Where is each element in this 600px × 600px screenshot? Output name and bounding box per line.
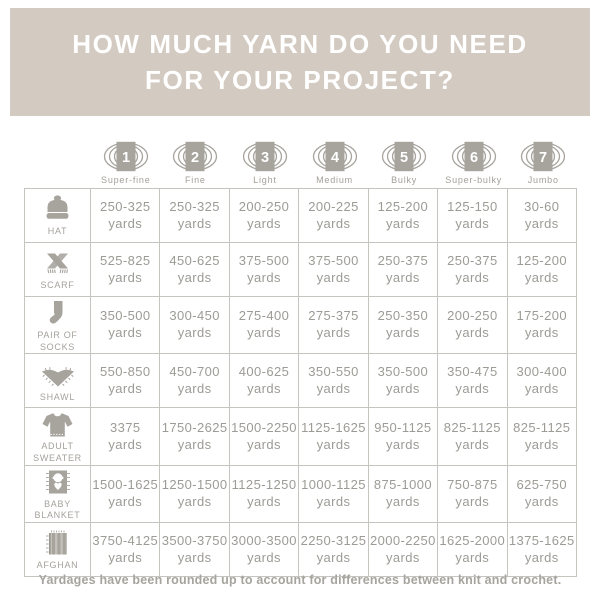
page-title-line1: HOW MUCH YARN DO YOU NEED	[72, 28, 528, 59]
yardage-cell	[91, 354, 160, 408]
yardage-unit: yards	[386, 380, 420, 396]
yardage-range: 250-325	[169, 198, 220, 214]
yardage-unit: yards	[316, 436, 351, 452]
yardage-cell	[229, 354, 298, 408]
yardage-range: 1125-1250	[231, 477, 297, 493]
yardage-cell	[160, 465, 229, 522]
yardage-cell	[91, 243, 160, 297]
yardage-unit: yards	[108, 325, 143, 341]
yarn-weight-6	[439, 131, 509, 185]
svg-text:7: 7	[539, 150, 548, 166]
project-cell	[25, 408, 91, 465]
table-row	[25, 523, 577, 577]
yardage-range: 950-1125	[374, 419, 432, 435]
yardage-range: 125-200	[516, 252, 568, 268]
svg-text:5: 5	[400, 150, 409, 166]
yarn-skein-icon	[242, 141, 288, 173]
yardage-cell	[438, 243, 507, 297]
yardage-range: 1000-1125	[301, 477, 366, 493]
yardage-cell	[229, 243, 298, 297]
svg-text:1: 1	[121, 150, 130, 166]
yardage-range: 275-375	[308, 308, 359, 324]
yardage-unit: yards	[247, 325, 281, 341]
yardage-cell	[507, 523, 576, 577]
yardage-cell	[507, 297, 576, 354]
yardage-cell	[368, 243, 437, 297]
yardage-cell	[91, 189, 160, 243]
yardage-unit: yards	[524, 549, 559, 565]
yarn-weight-7	[508, 131, 578, 185]
yardage-cell	[91, 408, 160, 465]
yardage-cell	[160, 189, 229, 243]
table-row	[25, 408, 577, 465]
yardage-unit: yards	[386, 269, 420, 285]
yardage-unit: yards	[247, 493, 281, 509]
yardage-cell	[160, 243, 229, 297]
yardage-unit: yards	[386, 325, 420, 341]
yarn-skein-icon	[172, 141, 218, 173]
table-row	[25, 189, 577, 243]
table-row	[25, 465, 577, 522]
yardage-cell	[299, 243, 368, 297]
yardage-unit: yards	[316, 380, 351, 396]
yardage-cell	[299, 523, 368, 577]
yardage-cell	[229, 297, 298, 354]
project-cell	[25, 523, 91, 577]
yardage-cell	[91, 523, 160, 577]
yardage-unit: yards	[455, 215, 490, 231]
yardage-range: 300-450	[169, 308, 220, 324]
yardage-cell	[368, 408, 437, 465]
yardage-unit: yards	[524, 325, 559, 341]
yardage-cell	[91, 297, 160, 354]
yardage-range: 825-1125	[443, 419, 501, 435]
yardage-range: 1125-1625	[301, 419, 366, 435]
yardage-table	[24, 188, 577, 577]
yardage-range: 30-60	[524, 198, 560, 214]
yardage-unit: yards	[455, 436, 490, 452]
yardage-cell	[368, 189, 437, 243]
yardage-range: 275-400	[238, 308, 290, 324]
yardage-range: 375-500	[308, 252, 359, 268]
yardage-unit: yards	[524, 269, 559, 285]
yardage-cell	[368, 297, 437, 354]
yardage-range: 3750-4125	[92, 532, 159, 548]
yardage-cell	[438, 189, 507, 243]
yardage-range: 375-500	[238, 252, 290, 268]
yardage-range: 350-550	[308, 363, 359, 379]
yarn-weight-4	[300, 131, 370, 185]
yardage-range: 450-700	[169, 363, 220, 379]
yardage-cell	[368, 523, 437, 577]
yardage-unit: yards	[455, 549, 490, 565]
yarn-weight-5	[369, 131, 439, 185]
baby-blanket-icon	[25, 466, 90, 496]
svg-text:2: 2	[191, 150, 200, 166]
yardage-cell	[507, 354, 576, 408]
yarn-weight-label: Light	[253, 175, 277, 185]
yardage-range: 825-1125	[513, 419, 571, 435]
yardage-unit: yards	[177, 380, 212, 396]
yarn-weight-1	[91, 131, 161, 185]
yardage-range: 350-500	[377, 363, 429, 379]
yardage-unit: yards	[316, 325, 351, 341]
yarn-weight-label: Fine	[185, 175, 206, 185]
yardage-unit: yards	[455, 269, 490, 285]
yardage-range: 2000-2250	[370, 532, 436, 548]
yardage-cell	[160, 354, 229, 408]
project-label: HAT	[47, 226, 68, 237]
yardage-unit: yards	[247, 215, 281, 231]
yardage-cell	[368, 465, 437, 522]
yardage-range: 550-850	[99, 363, 151, 379]
yardage-range: 350-475	[447, 363, 498, 379]
yarn-skein-icon	[520, 141, 566, 173]
yardage-unit: yards	[524, 436, 559, 452]
yardage-range: 200-250	[238, 198, 290, 214]
sweater-icon	[25, 408, 90, 438]
yardage-cell	[299, 297, 368, 354]
yardage-unit: yards	[455, 325, 490, 341]
yardage-cell	[438, 523, 507, 577]
project-label: SCARF	[40, 280, 75, 291]
hat-icon	[25, 193, 90, 223]
yardage-cell	[229, 523, 298, 577]
yardage-unit: yards	[108, 436, 143, 452]
yarn-weight-label: Bulky	[391, 175, 418, 185]
yarn-skein-icon	[103, 141, 149, 173]
yardage-range: 250-350	[377, 308, 429, 324]
project-label: ADULT SWEATER	[33, 441, 82, 464]
svg-text:4: 4	[330, 150, 339, 166]
yardage-range: 875-1000	[373, 477, 432, 493]
yardage-cell	[507, 243, 576, 297]
yardage-range: 250-375	[377, 252, 429, 268]
yardage-cell	[299, 354, 368, 408]
yardage-range: 750-875	[447, 477, 498, 493]
yardage-cell	[438, 354, 507, 408]
yardage-unit: yards	[177, 215, 212, 231]
yardage-range: 400-625	[238, 363, 290, 379]
yardage-unit: yards	[247, 380, 281, 396]
yardage-range: 1500-1625	[92, 477, 159, 493]
yardage-unit: yards	[247, 549, 281, 565]
yarn-skein-icon	[381, 141, 427, 173]
yardage-cell	[229, 465, 298, 522]
yardage-cell	[299, 465, 368, 522]
yardage-unit: yards	[177, 269, 212, 285]
yarn-weight-2	[161, 131, 231, 185]
yardage-cell	[160, 523, 229, 577]
yardage-range: 200-250	[447, 308, 498, 324]
yardage-cell	[438, 408, 507, 465]
yardage-range: 3375	[109, 419, 141, 435]
table-row	[25, 354, 577, 408]
yardage-unit: yards	[177, 436, 212, 452]
page-title	[72, 26, 528, 99]
yardage-unit: yards	[108, 269, 143, 285]
yardage-cell	[438, 465, 507, 522]
yardage-range: 1750-2625	[161, 419, 228, 435]
yardage-range: 300-400	[516, 363, 568, 379]
yardage-unit: yards	[524, 215, 559, 231]
yardage-unit: yards	[177, 493, 212, 509]
yardage-range: 125-200	[377, 198, 429, 214]
yardage-unit: yards	[316, 215, 351, 231]
yardage-unit: yards	[316, 493, 351, 509]
yardage-range: 350-500	[99, 308, 151, 324]
yardage-unit: yards	[108, 549, 143, 565]
yardage-range: 3500-3750	[161, 532, 228, 548]
yardage-unit: yards	[108, 380, 143, 396]
yardage-unit: yards	[455, 493, 490, 509]
yardage-range: 1375-1625	[508, 532, 575, 548]
yardage-range: 125-150	[447, 198, 498, 214]
footnote: Yardages have been rounded up to account for differences between knit and crochet.	[38, 573, 562, 587]
yardage-unit: yards	[386, 436, 420, 452]
yardage-unit: yards	[386, 493, 420, 509]
project-cell	[25, 243, 91, 297]
shawl-icon	[25, 359, 90, 389]
yardage-cell	[299, 408, 368, 465]
header-banner	[10, 8, 590, 116]
yardage-cell	[507, 465, 576, 522]
yardage-range: 1250-1500	[161, 477, 228, 493]
yardage-cell	[229, 189, 298, 243]
project-cell	[25, 297, 91, 354]
yardage-cell	[160, 297, 229, 354]
yarn-weight-header-row	[91, 131, 578, 185]
svg-text:3: 3	[260, 150, 269, 166]
yardage-unit: yards	[386, 549, 420, 565]
table-row	[25, 243, 577, 297]
yardage-unit: yards	[524, 493, 559, 509]
table-row	[25, 297, 577, 354]
yardage-range: 2250-3125	[300, 532, 367, 548]
yarn-skein-icon	[312, 141, 358, 173]
yardage-range: 3000-3500	[231, 532, 297, 548]
svg-text:6: 6	[469, 150, 478, 166]
project-label: PAIR OF SOCKS	[37, 330, 78, 352]
yardage-cell	[507, 408, 576, 465]
yardage-range: 175-200	[516, 308, 568, 324]
yarn-weight-label: Jumbo	[527, 175, 559, 185]
yardage-range: 250-375	[447, 252, 498, 268]
yardage-cell	[507, 189, 576, 243]
yardage-range: 525-825	[99, 252, 151, 268]
yardage-range: 250-325	[99, 198, 151, 214]
yardage-unit: yards	[177, 549, 212, 565]
yardage-cell	[438, 297, 507, 354]
yardage-unit: yards	[108, 493, 143, 509]
afghan-icon	[25, 527, 90, 557]
yarn-weight-3	[230, 131, 300, 185]
sock-icon	[25, 297, 90, 327]
yardage-cell	[91, 465, 160, 522]
yardage-unit: yards	[247, 269, 281, 285]
yarn-weight-label: Super-fine	[101, 175, 151, 185]
yardage-unit: yards	[386, 215, 420, 231]
yardage-unit: yards	[524, 380, 559, 396]
yarn-skein-icon	[451, 141, 497, 173]
yardage-cell	[160, 408, 229, 465]
project-cell	[25, 189, 91, 243]
yardage-unit: yards	[247, 436, 281, 452]
yarn-weight-label: Super-bulky	[445, 175, 503, 185]
yardage-range: 625-750	[516, 477, 568, 493]
yardage-range: 200-225	[308, 198, 359, 214]
project-cell	[25, 465, 91, 522]
yardage-range: 1625-2000	[439, 532, 506, 548]
project-label: BABY BLANKET	[34, 498, 81, 521]
yardage-cell	[368, 354, 437, 408]
yardage-unit: yards	[455, 380, 490, 396]
project-label: AFGHAN	[36, 560, 79, 571]
yardage-unit: yards	[177, 325, 212, 341]
page-title-line2: FOR YOUR PROJECT?	[145, 65, 455, 95]
scarf-icon	[25, 247, 90, 277]
yardage-cell	[299, 189, 368, 243]
yarn-weight-label: Medium	[316, 175, 353, 185]
yardage-range: 1500-2250	[231, 419, 297, 435]
project-cell	[25, 354, 91, 408]
yardage-unit: yards	[316, 269, 351, 285]
yardage-cell	[229, 408, 298, 465]
yardage-unit: yards	[108, 215, 143, 231]
project-label: SHAWL	[39, 391, 76, 402]
yardage-unit: yards	[316, 549, 351, 565]
yardage-range: 450-625	[169, 252, 220, 268]
